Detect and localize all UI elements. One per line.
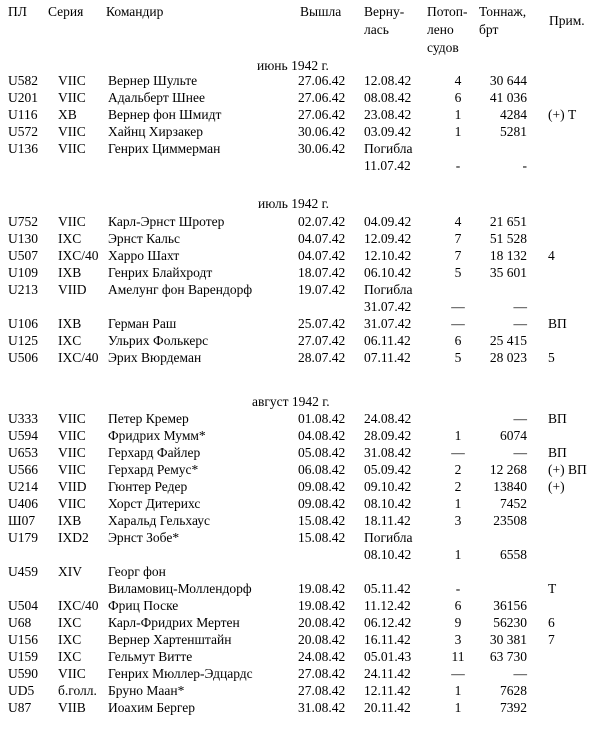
cell-commander: Карл-Эрнст Шротер (108, 214, 225, 229)
cell-back: 20.11.42 (364, 700, 411, 715)
cell-series: IXC/40 (58, 598, 99, 613)
header-back-1: Верну- (364, 4, 405, 19)
cell-commander: Генрих Мюллер-Эдцардс (108, 666, 253, 681)
cell-out: 28.07.42 (298, 350, 346, 365)
cell-pl: U87 (8, 700, 32, 715)
cell-note: ВП (548, 316, 567, 331)
cell-tonnage: 56230 (493, 615, 527, 630)
cell-pl: U116 (8, 107, 38, 122)
cell-sunk: - (455, 158, 461, 173)
cell-pl: U582 (8, 73, 38, 88)
cell-tonnage: — (513, 299, 527, 314)
cell-tonnage: 7452 (500, 496, 527, 511)
cell-commander: Петер Кремер (108, 411, 189, 426)
cell-sunk: 1 (454, 700, 462, 715)
cell-sunk: — (451, 666, 465, 681)
cell-pl: U752 (8, 214, 38, 229)
cell-series: IXB (58, 513, 82, 528)
cell-series: IXC/40 (58, 248, 99, 263)
cell-note: 4 (548, 248, 555, 263)
cell-back: 31.07.42 (364, 316, 412, 331)
cell-pl: U594 (8, 428, 38, 443)
cell-tonnage: 21 651 (489, 214, 527, 229)
cell-tonnage: 23508 (493, 513, 527, 528)
cell-out: 02.07.42 (298, 214, 346, 229)
cell-back: 08.08.42 (364, 90, 412, 105)
cell-out: 31.08.42 (298, 700, 346, 715)
header-sunk-1: Потоп- (427, 4, 468, 19)
cell-note: (+) Т (548, 107, 577, 122)
cell-tonnage: 12 268 (489, 462, 527, 477)
cell-back: 16.11.42 (364, 632, 411, 647)
cell-series: VIIC (58, 141, 86, 156)
header-sunk-3: судов (427, 40, 459, 55)
cell-back: 31.07.42 (364, 299, 412, 314)
cell-out: 19.07.42 (298, 282, 346, 297)
cell-pl: U566 (8, 462, 38, 477)
cell-tonnage: 6558 (500, 547, 527, 562)
cell-out: 04.08.42 (298, 428, 346, 443)
cell-pl: U125 (8, 333, 38, 348)
cell-out: 18.07.42 (298, 265, 346, 280)
cell-out: 09.08.42 (298, 496, 346, 511)
cell-sunk: 7 (454, 248, 462, 263)
cell-sunk: 7 (454, 231, 462, 246)
cell-out: 27.08.42 (298, 666, 346, 681)
cell-series: IXB (58, 265, 82, 280)
cell-series: IXC (58, 333, 82, 348)
cell-commander: Эрих Вюрдеман (108, 350, 202, 365)
section-title: июнь 1942 г. (257, 58, 329, 73)
cell-sunk: 6 (454, 90, 462, 105)
cell-series: VIIC (58, 411, 86, 426)
cell-out: 01.08.42 (298, 411, 346, 426)
cell-out: 06.08.42 (298, 462, 346, 477)
cell-back: 12.10.42 (364, 248, 412, 263)
cell-sunk: 1 (454, 107, 462, 122)
cell-pl: U504 (8, 598, 38, 613)
cell-note: 6 (548, 615, 555, 630)
cell-tonnage: 51 528 (489, 231, 527, 246)
cell-sunk: 4 (454, 73, 462, 88)
cell-back: 09.10.42 (364, 479, 412, 494)
cell-commander: Карл-Фридрих Мертен (108, 615, 240, 630)
section-title: август 1942 г. (252, 394, 330, 409)
cell-pl: U333 (8, 411, 38, 426)
cell-tonnage: — (513, 445, 527, 460)
cell-tonnage: 7628 (500, 683, 527, 698)
cell-note: Т (548, 581, 557, 596)
cell-sunk: 1 (454, 547, 462, 562)
cell-pl: U572 (8, 124, 38, 139)
cell-commander: Гюнтер Редер (108, 479, 188, 494)
cell-tonnage: 30 381 (489, 632, 527, 647)
cell-out: 27.06.42 (298, 73, 346, 88)
cell-back: 05.01.43 (364, 649, 412, 664)
cell-sunk: 9 (454, 615, 462, 630)
cell-commander: Вернер Хартенштайн (108, 632, 232, 647)
cell-note: 7 (548, 632, 555, 647)
cell-commander: Бруно Маан* (108, 683, 185, 698)
cell-series: IXC/40 (58, 350, 99, 365)
cell-series: VIID (58, 282, 87, 297)
cell-series: VIIC (58, 73, 86, 88)
cell-commander: Вернер Шульте (108, 73, 198, 88)
cell-sunk: 3 (454, 513, 462, 528)
cell-series: XIV (58, 564, 82, 579)
cell-pl: U459 (8, 564, 38, 579)
cell-back: 08.10.42 (364, 496, 412, 511)
cell-tonnage: 63 730 (489, 649, 527, 664)
cell-tonnage: 41 036 (489, 90, 527, 105)
cell-tonnage: 30 644 (489, 73, 527, 88)
header-tonnage-2: брт (479, 22, 499, 37)
cell-sunk: - (455, 581, 461, 596)
cell-series: б.голл. (58, 683, 97, 698)
cell-series: VIIC (58, 90, 86, 105)
cell-commander: Герман Раш (108, 316, 177, 331)
cell-out: 27.08.42 (298, 683, 346, 698)
cell-out: 04.07.42 (298, 248, 346, 263)
cell-tonnage: 6074 (500, 428, 527, 443)
cell-sunk: — (451, 299, 465, 314)
cell-commander: Ульрих Фолькерс (108, 333, 209, 348)
cell-pl: U136 (8, 141, 38, 156)
cell-back: 12.08.42 (364, 73, 412, 88)
cell-sunk: — (451, 316, 465, 331)
cell-pl: U507 (8, 248, 38, 263)
cell-pl: U159 (8, 649, 38, 664)
cell-back: 05.09.42 (364, 462, 412, 477)
cell-series: IXB (58, 316, 82, 331)
cell-note: ВП (548, 411, 567, 426)
cell-pl: U109 (8, 265, 38, 280)
cell-pl: U130 (8, 231, 38, 246)
cell-back: 11.07.42 (364, 158, 411, 173)
header-tonnage-1: Тоннаж, (479, 4, 527, 19)
cell-sunk: 2 (454, 462, 462, 477)
cell-sunk: 6 (454, 598, 462, 613)
cell-tonnage: 5281 (500, 124, 527, 139)
cell-out: 27.06.42 (298, 107, 346, 122)
cell-sunk: 1 (454, 124, 462, 139)
cell-tonnage: - (522, 158, 527, 173)
cell-pl: U506 (8, 350, 38, 365)
cell-series: VIIC (58, 124, 86, 139)
cell-sunk: 1 (454, 683, 462, 698)
cell-tonnage: 25 415 (489, 333, 527, 348)
cell-series: VIIC (58, 445, 86, 460)
cell-pl: U590 (8, 666, 38, 681)
cell-tonnage: 35 601 (489, 265, 527, 280)
cell-back: 06.11.42 (364, 333, 411, 348)
cell-back: 11.12.42 (364, 598, 411, 613)
header-out: Вышла (300, 4, 342, 19)
cell-out: 19.08.42 (298, 598, 346, 613)
header-commander: Командир (106, 4, 164, 19)
cell-commander: Герхард Файлер (108, 445, 201, 460)
header-pl: ПЛ (8, 4, 27, 19)
cell-series: VIID (58, 479, 87, 494)
cell-out: 09.08.42 (298, 479, 346, 494)
cell-pl: Ш07 (8, 513, 36, 528)
cell-pl: U406 (8, 496, 38, 511)
cell-out: 15.08.42 (298, 530, 346, 545)
cell-commander: Харальд Гельхаус (108, 513, 211, 528)
cell-back: 06.10.42 (364, 265, 412, 280)
cell-sunk: — (451, 445, 465, 460)
cell-pl: U106 (8, 316, 38, 331)
cell-series: VIIC (58, 214, 86, 229)
cell-sunk: 5 (454, 265, 462, 280)
cell-commander: Гельмут Витте (108, 649, 193, 664)
cell-commander: Эрнст Зобе* (108, 530, 180, 545)
cell-series: XB (58, 107, 77, 122)
cell-commander: Генрих Блайхродт (108, 265, 213, 280)
cell-commander: Георг фон (108, 564, 166, 579)
cell-back: 23.08.42 (364, 107, 412, 122)
cell-pl: U68 (8, 615, 32, 630)
cell-out: 04.07.42 (298, 231, 346, 246)
cell-series: IXC (58, 615, 82, 630)
cell-sunk: 4 (454, 214, 462, 229)
cell-back: 28.09.42 (364, 428, 412, 443)
cell-out: 30.06.42 (298, 124, 346, 139)
cell-commander: Вернер фон Шмидт (108, 107, 222, 122)
cell-series: VIIC (58, 666, 86, 681)
cell-series: IXC (58, 649, 82, 664)
cell-pl: U213 (8, 282, 38, 297)
cell-series: VIIC (58, 428, 86, 443)
header-series: Серия (48, 4, 84, 19)
cell-sunk: 3 (454, 632, 462, 647)
cell-tonnage: 36156 (493, 598, 527, 613)
cell-out: 27.06.42 (298, 90, 346, 105)
cell-sunk: 1 (454, 496, 462, 511)
cell-commander: Фриц Поске (108, 598, 179, 613)
cell-back: 04.09.42 (364, 214, 412, 229)
cell-back: 05.11.42 (364, 581, 411, 596)
section-title: июль 1942 г. (258, 196, 330, 211)
cell-back: Погибла (364, 141, 413, 156)
cell-tonnage: 7392 (500, 700, 527, 715)
header-back-2: лась (364, 22, 389, 37)
cell-back: Погибла (364, 530, 413, 545)
cell-sunk: 2 (454, 479, 462, 494)
cell-out: 05.08.42 (298, 445, 346, 460)
cell-series: VIIB (58, 700, 86, 715)
cell-note: (+) ВП (548, 462, 587, 477)
cell-series: IXC (58, 231, 82, 246)
cell-back: 12.11.42 (364, 683, 411, 698)
cell-note: 5 (548, 350, 555, 365)
cell-series: IXC (58, 632, 82, 647)
cell-back: 06.12.42 (364, 615, 412, 630)
cell-tonnage: 28 023 (489, 350, 527, 365)
cell-out: 20.08.42 (298, 615, 346, 630)
cell-sunk: 1 (454, 428, 462, 443)
cell-commander: Виламовиц-Моллендорф (108, 581, 252, 596)
cell-back: 24.08.42 (364, 411, 412, 426)
cell-tonnage: 4284 (500, 107, 527, 122)
cell-out: 27.07.42 (298, 333, 346, 348)
cell-out: 25.07.42 (298, 316, 346, 331)
cell-series: VIIC (58, 462, 86, 477)
cell-commander: Хорст Дитерихс (108, 496, 201, 511)
cell-tonnage: 18 132 (489, 248, 527, 263)
cell-pl: U179 (8, 530, 38, 545)
cell-back: 03.09.42 (364, 124, 412, 139)
cell-back: 24.11.42 (364, 666, 411, 681)
header-sunk-2: лено (427, 22, 454, 37)
cell-out: 15.08.42 (298, 513, 346, 528)
cell-commander: Эрнст Кальс (108, 231, 180, 246)
cell-out: 30.06.42 (298, 141, 346, 156)
cell-commander: Иоахим Бергер (108, 700, 195, 715)
cell-back: 18.11.42 (364, 513, 411, 528)
cell-note: ВП (548, 445, 567, 460)
cell-series: IXD2 (58, 530, 89, 545)
cell-sunk: 5 (454, 350, 462, 365)
header-note: Прим. (549, 13, 585, 28)
cell-back: 12.09.42 (364, 231, 412, 246)
cell-pl: U201 (8, 90, 38, 105)
cell-tonnage: — (513, 411, 527, 426)
cell-commander: Фридрих Мумм* (108, 428, 206, 443)
cell-commander: Хайнц Хирзакер (108, 124, 203, 139)
cell-pl: U214 (8, 479, 38, 494)
cell-sunk: 6 (454, 333, 462, 348)
cell-commander: Харро Шахт (108, 248, 180, 263)
cell-back: 31.08.42 (364, 445, 412, 460)
cell-tonnage: — (513, 316, 527, 331)
cell-pl: UD5 (8, 683, 35, 698)
cell-sunk: 11 (451, 649, 465, 664)
cell-commander: Генрих Циммерман (108, 141, 221, 156)
cell-out: 24.08.42 (298, 649, 346, 664)
cell-commander: Герхард Ремус* (108, 462, 199, 477)
cell-commander: Амелунг фон Варендорф (108, 282, 253, 297)
cell-back: 07.11.42 (364, 350, 411, 365)
cell-tonnage: 13840 (493, 479, 527, 494)
cell-back: 08.10.42 (364, 547, 412, 562)
cell-back: Погибла (364, 282, 413, 297)
cell-commander: Адальберт Шнее (108, 90, 205, 105)
cell-note: (+) (548, 479, 565, 494)
cell-series: VIIC (58, 496, 86, 511)
cell-out: 19.08.42 (298, 581, 346, 596)
cell-pl: U653 (8, 445, 38, 460)
cell-pl: U156 (8, 632, 38, 647)
cell-out: 20.08.42 (298, 632, 346, 647)
cell-tonnage: — (513, 666, 527, 681)
